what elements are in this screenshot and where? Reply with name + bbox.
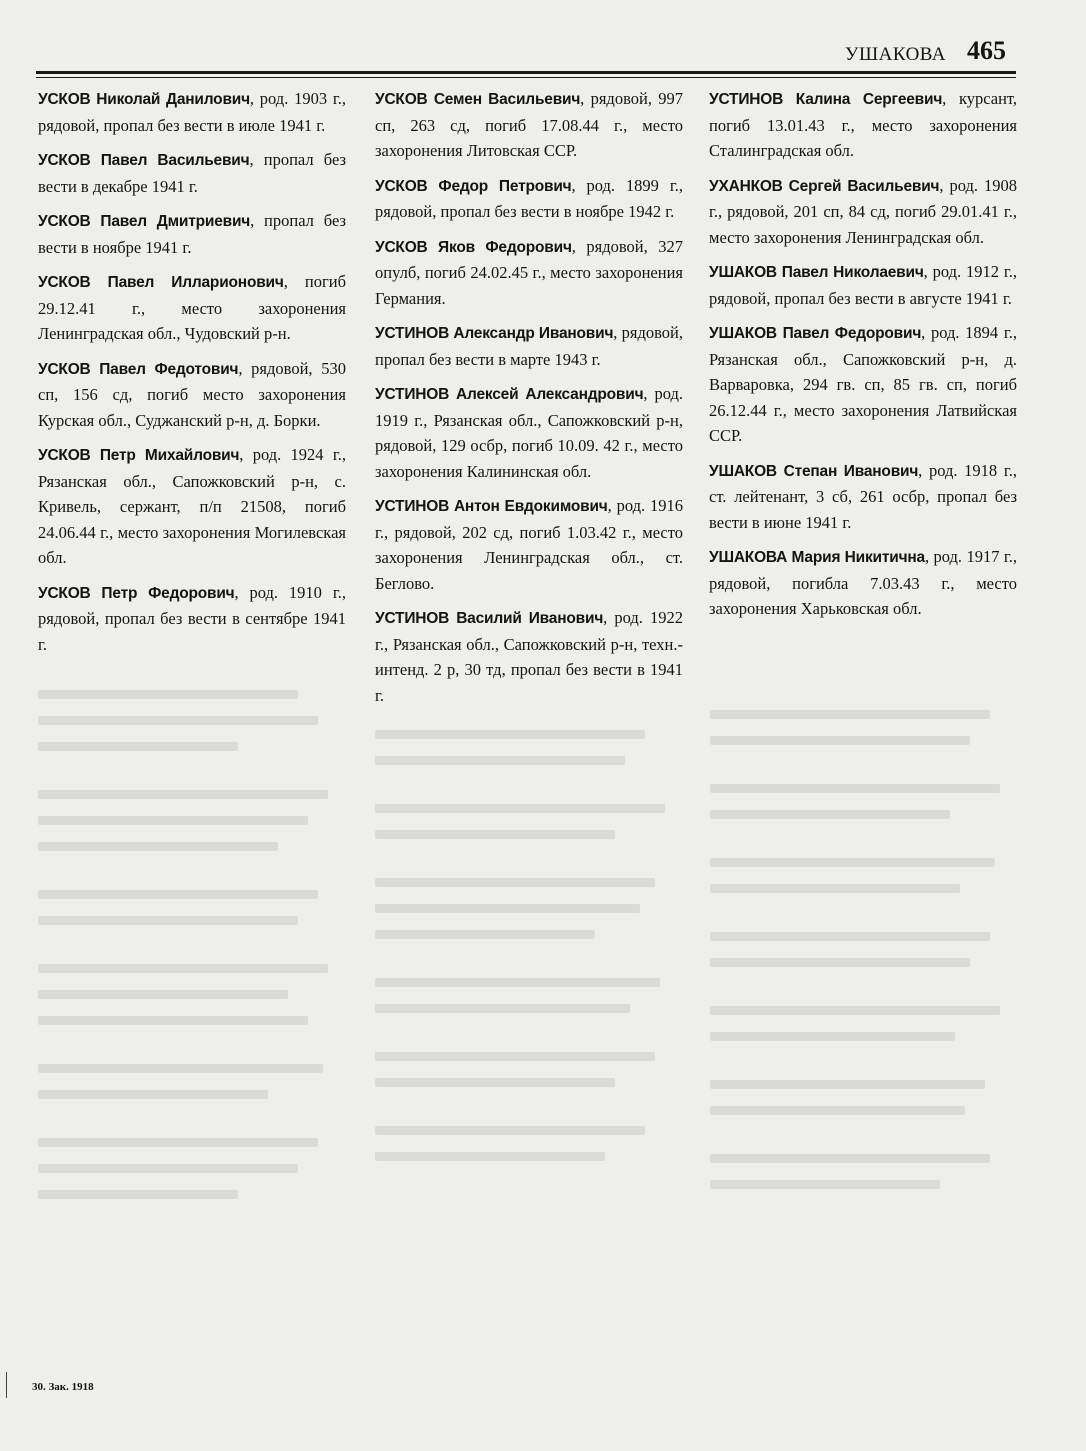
entry-text: , род. 1894 г., Рязанская обл., Сапожковский р-н, д. Варваровка, 294 гв. сп, 85 гв. сп, погиб 26.12.44 г., место захоронения Латвийская ССР. [709,323,1017,445]
entry-text: , род. 1910 г., рядовой, пропал без вести в сентябре 1941 г. [38,582,346,654]
entry-name: УСКОВ Петр Федорович [38,584,235,602]
entry-name: УСТИНОВ Алексей Александрович [375,386,644,403]
column-3 [709,86,1017,631]
entry [38,269,346,347]
entry-text: , род. 1908 г., рядовой, 201 сп, 84 сд, погиб 29.01.41 г., место захоронения Ленинградская обл. [709,175,1018,247]
entry-name: УСТИНОВ Александр Иванович [375,325,614,342]
entry-text: , род. 1916 г., рядовой, 202 сд, погиб 1.03.42 г., место захоронения Ленинградская обл., ст. Беглово. [375,496,683,593]
entry [375,320,683,372]
entry-text: , род. 1922 г., Рязанская обл., Сапожковский р-н, техн.-интенд. 2 р, 30 тд, пропал без вести в 1941 г. [375,608,684,705]
entry-name: УСКОВ Федор Петрович [375,177,572,195]
entry-name: УШАКОВ Павел Федорович [709,325,922,342]
entry [709,259,1017,311]
entry [709,458,1017,536]
entry [38,147,346,199]
entry-name: УХАНКОВ Сергей Васильевич [709,177,940,195]
entry [375,605,683,708]
entry-text: , курсант, погиб 13.01.43 г., место захоронения Сталинградская обл. [709,89,1017,160]
entry-name: УСТИНОВ Василий Иванович [375,610,604,627]
margin-mark [6,1372,7,1398]
entry-text: , рядовой, пропал без вести в марте 1943 г. [375,323,683,369]
entry [709,320,1017,449]
entry-text: , рядовой, 530 сп, 156 сд, погиб место захоронения Курская обл., Суджанский р-н, д. Борки. [38,358,346,430]
entry-text: , род. 1912 г., рядовой, пропал без вести в августе 1941 г. [709,262,1018,308]
entry-name: УСКОВ Петр Михайлович [38,447,240,464]
entry [709,544,1017,622]
header-rule-thin [36,77,1016,78]
entry-text: , род. 1924 г., Рязанская обл., Сапожковский р-н, с. Кривель, сержант, п/п 21508, погиб 24.06.44 г., место захоронения Могилевская обл. [38,445,347,567]
entry [709,86,1017,164]
entry-text: , рядовой, 997 сп, 263 сд, погиб 17.08.44 г., место захоронения Литовская ССР. [375,89,683,160]
entry-text: , род. 1899 г., рядовой, пропал без вести в ноябре 1942 г. [375,175,683,221]
entry-name: УСКОВ Павел Илларионович [38,274,284,291]
entry [38,442,346,571]
entry-text: , пропал без вести в ноябре 1941 г. [38,211,346,257]
entry-text: , род. 1903 г., рядовой, пропал без вести в июле 1941 г. [38,89,347,135]
entry-text: , род. 1918 г., ст. лейтенант, 3 сб, 261 осбр, пропал без вести в июне 1941 г. [709,460,1017,532]
entry [375,234,683,312]
entry-name: УСКОВ Павел Федотович [38,360,239,378]
page-header [36,34,1016,74]
entry-name: УСКОВ Павел Васильевич [38,152,250,169]
header-rule-thick [36,71,1016,74]
entry-text: , пропал без вести в декабре 1941 г. [38,150,346,196]
entry-name: УШАКОВ Павел Николаевич [709,264,924,281]
entry [709,173,1017,251]
bleed-through-texture [0,690,1086,1250]
entry-text: , род. 1917 г., рядовой, погибла 7.03.43 г., место захоронения Харьковская обл. [709,547,1018,618]
entry-text: , рядовой, 327 опулб, погиб 24.02.45 г., место захоронения Германия. [375,236,683,308]
page-number: 465 [967,36,1006,65]
entry-text: , род. 1919 г., Рязанская обл., Сапожковский р-н, рядовой, 129 осбр, погиб 10.09. 42 г., место захоронения Калининская обл. [375,384,683,481]
entry-name: УСКОВ Семен Васильевич [375,91,581,108]
entry [375,86,683,164]
entry-name: УСТИНОВ Калина Сергеевич [709,91,943,108]
entry [375,173,683,225]
entry [375,493,683,596]
entry-name: УСКОВ Павел Дмитриевич [38,213,251,230]
entry [38,86,346,138]
entry [38,356,346,434]
entry [375,381,683,484]
entry-name: УСТИНОВ Антон Евдокимович [375,498,608,515]
entry-text: , погиб 29.12.41 г., место захоронения Ленинградская обл., Чудовский р-н. [38,272,346,343]
column-2 [375,86,683,717]
entry [38,208,346,260]
entry-name: УШАКОВ Степан Иванович [709,462,919,480]
entry-name: УСКОВ Яков Федорович [375,238,572,256]
text-columns [38,86,1018,766]
running-head: УШАКОВА [845,44,946,65]
entry-name: УСКОВ Николай Данилович [38,91,250,108]
footer-signature: 30. Зак. 1918 [32,1381,94,1393]
column-1 [38,86,346,666]
entry [38,580,346,658]
entry-name: УШАКОВА Мария Никитична [709,549,925,566]
